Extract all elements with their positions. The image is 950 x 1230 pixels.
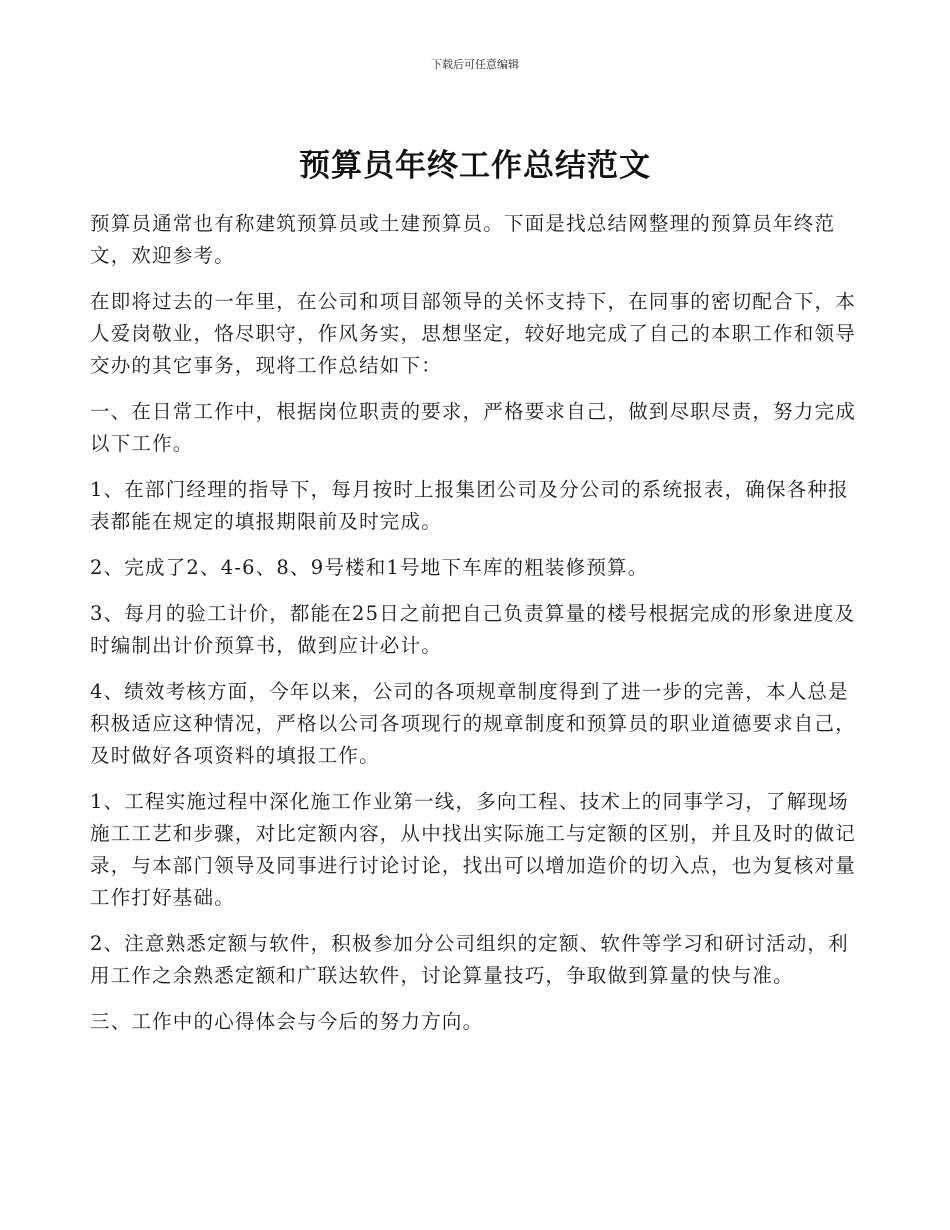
section-heading-three: 三、工作中的心得体会与今后的努力方向。	[90, 1010, 484, 1033]
document-title: 预算员年终工作总结范文	[299, 148, 651, 184]
list-item-1b: 1、工程实施过程中深化施工作业第一线，多向工程、技术上的同事学习，了解现场施工工艺和步骤，对比定额内容，从中找出实际施工与定额的区别，并且及时的做记录，与本部门领导及同事进行讨论讨论，找出可以增加造价的切入点，也为复核对量工作打好基础。	[90, 790, 856, 909]
intro-paragraph: 预算员通常也有称建筑预算员或土建预算员。下面是找总结网整理的预算员年终范文，欢迎参考。	[90, 212, 836, 267]
list-item-1: 1、在部门经理的指导下，每月按时上报集团公司及分公司的系统报表，确保各种报表都能在规定的填报期限前及时完成。	[90, 478, 849, 533]
list-item-4: 4、绩效考核方面，今年以来，公司的各项规章制度得到了进一步的完善，本人总是积极适应这种情况，严格以公司各项现行的规章制度和预算员的职业道德要求自己，及时做好各项资料的填报工作。	[90, 680, 856, 767]
section-heading-one: 一、在日常工作中，根据岗位职责的要求，严格要求自己，做到尽职尽责，努力完成以下工作。	[90, 400, 856, 455]
list-item-2: 2、完成了2、4-6、8、9号楼和1号地下车库的粗装修预算。	[90, 556, 649, 579]
header-note: 下载后可任意编辑	[431, 58, 519, 71]
summary-paragraph: 在即将过去的一年里，在公司和项目部领导的关怀支持下，在同事的密切配合下，本人爱岗敬业，恪尽职守，作风务实，思想坚定，较好地完成了自己的本职工作和领导交办的其它事务，现将工作总结如下：	[90, 290, 856, 377]
document-body	[90, 208, 865, 1052]
list-item-2b: 2、注意熟悉定额与软件，积极参加分公司组织的定额、软件等学习和研讨活动，利用工作之余熟悉定额和广联达软件，讨论算量技巧，争取做到算量的快与准。	[90, 932, 849, 987]
list-item-3: 3、每月的验工计价，都能在25日之前把自己负责算量的楼号根据完成的形象进度及时编制出计价预算书，做到应计必计。	[90, 602, 856, 657]
